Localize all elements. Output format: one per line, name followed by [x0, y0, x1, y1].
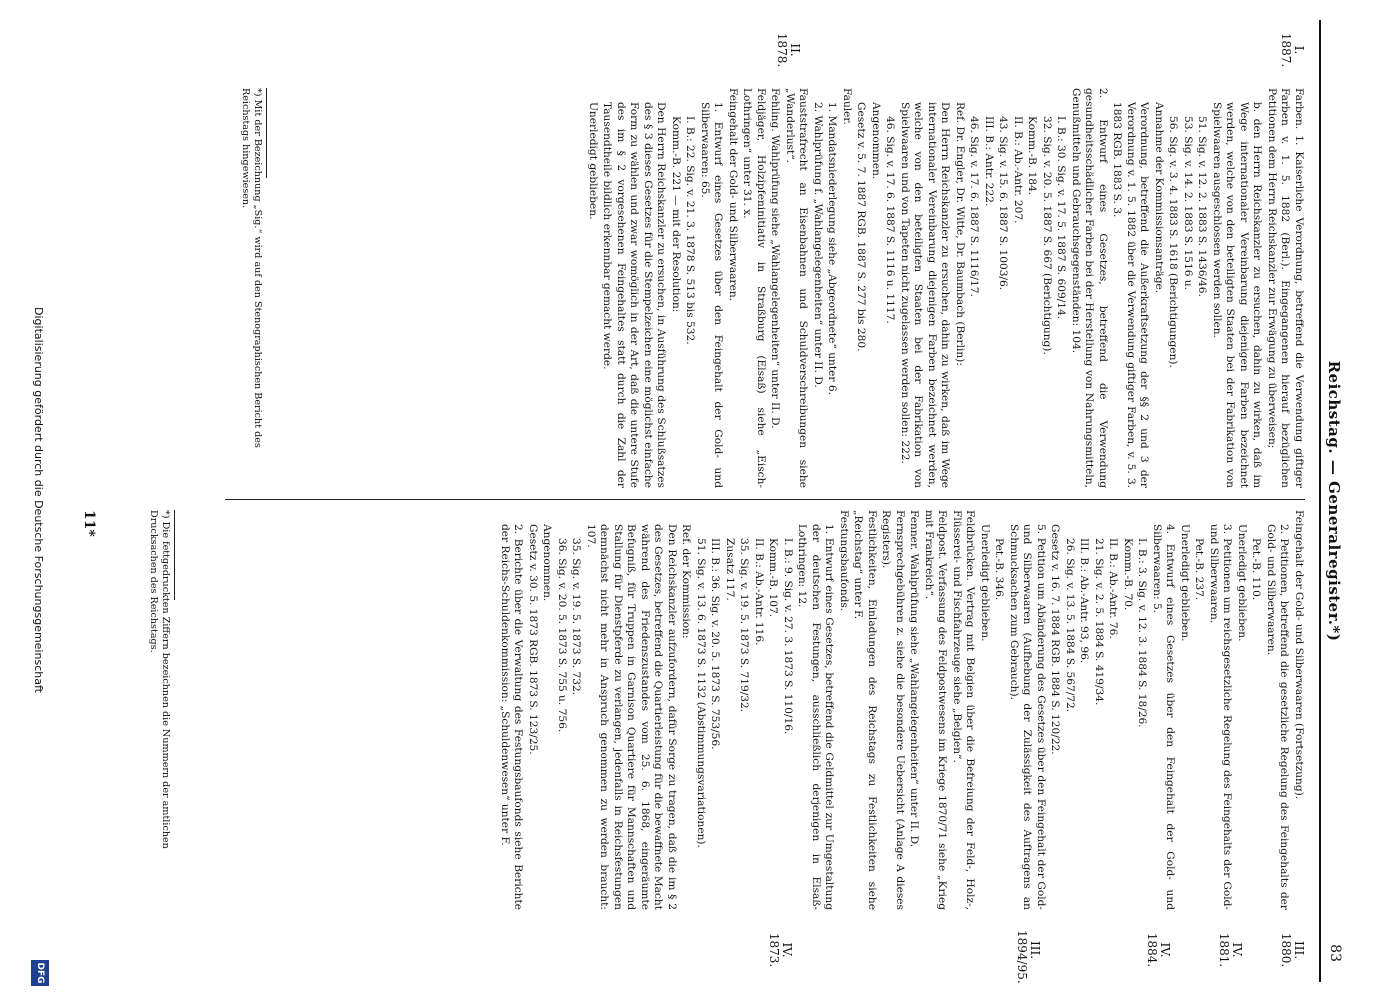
margin-session-label: IV. 1881. [1217, 932, 1244, 968]
margin-session-label: IV. 1884. [1145, 932, 1172, 968]
index-entry: Annahme der Kommissionsanträge. [1153, 102, 1165, 294]
index-entry: Gesetz v. 16. 7. 1884 RGB. 1884 S. 120/22. [1049, 524, 1062, 755]
index-entry: III. B.: Ab.-Antr. 93, 96. [1078, 538, 1091, 664]
column-divider [225, 499, 1305, 500]
index-entry: I. B.: 3. Sig. v. 12. 3. 1884 S. 18/26. [1136, 538, 1149, 728]
index-entry: 51. Sig. v. 12. 2. 1883 S. 1436/46. [1196, 116, 1209, 297]
dfg-logo: DFG [31, 960, 49, 986]
index-entry: 36. Sig. v. 20. 5. 1873 S. 755 u. 756. [556, 538, 568, 733]
index-entry: Feldjäger, Holzipfeninitiativ in Straßburg (Elsaß) siehe „Eisch-Lothringen“ unter 31. x. [741, 88, 767, 488]
index-entry: Ref. der Kommission: [680, 524, 693, 639]
index-entry: 56. Sig. v. 3. 4. 1883 S. 1618 (Berichtigungen). [1167, 116, 1180, 368]
index-entry: 35. Sig. v. 19. 5. 1873 S. 719/32. [738, 538, 751, 713]
index-entry: 43. Sig. v. 15. 6. 1887 S. 1003/6. [997, 116, 1010, 291]
index-entry: Den Herrn Reichskanzler zu ersuchen, in Ausführung des Schlußsatzes des § 3 dieses Gesetzes für die Stempelzeichen eine möglichst einfache Form zu wählen und zwar womöglich in der Art, daß die untere Stufe des im § 2 vorgesehenen Feingehaltes statt durch die Zahl der Tausendtheile bildlich erkennbar gemacht werde. [601, 102, 668, 488]
index-entry: 26. Sig. v. 13. 5. 1884 S. 567/72. [1064, 538, 1076, 713]
footnote-rule [174, 510, 175, 600]
index-entry: Verordnung, betreffend die Außerkraftsetzung der §§ 2 und 3 der Verordnung v. 1. 5. 1882 über die Verwendung giftiger Farben, v. 5. 3. 1883 RGB. 1883 S. 3. [1111, 102, 1151, 488]
index-entry: 21. Sig. v. 2. 5. 1884 S. 419/34. [1093, 538, 1105, 706]
index-entry: Komm.-B. 70. [1122, 538, 1134, 611]
index-entry: 35. Sig. v. 19. 5. 1873 S. 732. [570, 538, 583, 696]
left-column [585, 88, 1306, 488]
index-entry: Unerledigt geblieben. [587, 102, 599, 220]
index-entry: Ref. Dr. Engler, Dr. Witte, Dr. Baumbach (Berlin): [954, 102, 966, 366]
index-entry: 1. Entwurf eines Gesetzes über den Feingehalt der Gold- und Silberwaaren: 65. [699, 102, 725, 488]
header-rule [1319, 20, 1321, 982]
index-entry: Unerledigt geblieben. [1236, 524, 1248, 642]
running-head [1319, 20, 1343, 982]
index-entry: Zusatz 117. [724, 538, 736, 601]
index-entry: Pet.-B. 110. [1250, 538, 1263, 601]
margin-session-label: III. 1894/95. [1015, 930, 1042, 984]
index-entry: 46. Sig. v. 17. 6. 1887 S. 1116/17. [968, 116, 981, 297]
running-head-title: Reichstag. — Generalregister.*) [1325, 360, 1343, 642]
index-entry: Festungsbaufonds. [838, 510, 850, 612]
index-entry: Feldpost. Verfassung des Feldpostwesens im Kriege 1870/71 siehe „Krieg mit Frankreich“. [923, 510, 949, 910]
index-entry: Feingehalt der Gold- und Silberwaaren (Fortsetzung). [1293, 510, 1305, 800]
index-entry: Gesetz v. 5. 7. 1887 RGB. 1887 S. 277 bis 280. [855, 102, 868, 352]
index-entry: 2. Wahlprüfung f. „Wahlangelegenheiten“ unter II. D. [812, 102, 824, 388]
index-entry: 46. Sig. v. 17. 6. 1887 S. 1116 u. 1117. [884, 116, 897, 324]
index-entry: Komm.-B. 221 — mit der Resolution: [670, 116, 682, 313]
index-entry: 1. Mandatsniederlegung siehe „Abgeordnete“ unter 6. [826, 102, 839, 395]
signature-mark: 11* [81, 510, 97, 537]
index-entry: Fenner. Wahlprüfung siehe „Wahlangelegenheiten“ unter II. D. [908, 510, 921, 848]
index-entry: II. B.: Ab.-Antr. 207. [1012, 116, 1024, 224]
index-entry: Angenommen. [541, 524, 554, 602]
index-entry: III. B.: 36. Sig. v. 20. 5. 1873 S. 753/56. [709, 538, 722, 750]
index-entry: 3. Petitionen um reichsgesetzliche Regelung des Feingehalts der Gold- und Silberwaaren. [1208, 524, 1234, 910]
index-entry: Festlichkeiten, Einladungen des Reichstags zu Festlichkeiten siehe „Reichstag“ unter F. [852, 510, 878, 910]
page-number: 83 [1327, 944, 1343, 962]
index-entry: I. B.: 9. Sig. v. 27. 3. 1873 S. 110/16. [782, 538, 794, 735]
index-entry: 1. Entwurf eines Gesetzes, betreffend die Geldmittel zur Umgestaltung der deutschen Festungen, ausschließlich derjenigen in Elsaß-Lothringen: 12. [796, 524, 836, 910]
index-entry: 32. Sig. v. 20. 5. 1887 S. 667 (Berichtigung). [1041, 116, 1053, 355]
margin-session-label: II. 1878. [775, 32, 802, 68]
digitization-note: Digitalisierung gefördert durch die Deutsche Forschungsgemeinschaft [32, 307, 45, 693]
index-entry: II. B.: Ab.-Antr. 116. [753, 538, 765, 646]
margin-session-label: IV. 1873. [767, 932, 794, 968]
index-entry: Farben. 1. Kaiserliche Verordnung, betreffend die Verwendung giftiger Farben v. 1. 5. 1882 (Berl.). Eingegangenen hierauf bezüglichen Petitionen dem Herrn Reichskanzler zur Erwägung zu überweisen; [1266, 88, 1305, 488]
index-entry: Gesetz v. 30. 5. 1873 RGB. 1873 S. 123/25. [527, 524, 539, 755]
index-entry: Komm.-B. 107. [767, 538, 780, 618]
index-entry: 2. Petitionen, betreffend die gesetzliche Regelung des Feingehalts der Gold- und Silberwaaren. [1265, 524, 1291, 910]
index-entry: I. B.: 30. Sig. v. 17. 5. 1887 S. 609/14. [1055, 116, 1068, 320]
index-entry: Unerledigt geblieben. [979, 524, 991, 642]
index-entry: Fehling. Wahlprüfung siehe „Wahlangelegenheiten“ unter II. D. [769, 88, 782, 429]
index-entry: Fernsprechgebühren z. siehe die besondere Uebersicht (Anlage A dieses Registers). [880, 510, 906, 910]
footnote-rule [266, 88, 267, 178]
index-entry: 53. Sig. v. 14. 2. 1883 S. 1516 u. [1182, 116, 1194, 290]
index-entry: 51. Sig. v. 13. 6. 1873 S. 1132 (Abstimmungsvariationen). [695, 538, 707, 848]
index-entry: Unerledigt geblieben. [1179, 524, 1191, 642]
index-entry: b. den Herrn Reichskanzler zu ersuchen, dahin zu wirken, daß im Wege internationaler Vereinbarung diejenigen Farben bezeichnet werden, welche von den beteiligten Staaten bei der Fabrikation von Spielwaaren ausgeschlossen werden sollen. [1211, 102, 1264, 488]
index-entry: II. B.: Ab.-Antr. 76. [1107, 538, 1120, 639]
index-entry: 2. Entwurf eines Gesetzes, betreffend die Verwendung gesundheitsschädlicher Farben bei der Herstellung von Nahrungsmitteln, Genußmitteln und Gebrauchsgegenständen: 104. [1070, 88, 1109, 488]
index-entry: Den Herrn Reichskanzler zu ersuchen, dahin zu wirken, daß im Wege internationaler Vereinbarung diejenigen Farben bezeichnet werden, welche von den beteiligten Staaten bei der Fabrikation von Spielwaaren und von Tapeten nicht zugelassen werden sollen: 222. [899, 102, 952, 488]
index-entry: Pet.-B. 346. [993, 538, 1006, 601]
index-entry: Fauststrafrecht an Eisenbahnen und Schuldverschreibungen siehe „Wanderlust“. [784, 88, 810, 488]
index-entry: Feingehalt der Gold- und Silberwaaren. [727, 88, 739, 302]
index-entry: Feldbrücken. Vertrag mit Belgien über die Befreiung der Feld-, Holz-, Flüsserei- und Fischfahrzeuge siehe „Belgien“. [951, 510, 977, 910]
index-entry: III. B.: Antr. 222. [983, 116, 995, 207]
footnote-right: *) Die fettgedruckten Ziffern bezeichnen die Nummern der amtlichen Drucksachen des Reichstags. [148, 510, 171, 849]
index-entry: I. B.: 22. Sig. v. 21. 3. 1878 S. 513 bis 532. [684, 116, 697, 345]
index-entry: 2. Berichte über die Verwaltung des Festungsbaufonds siehe Berichte der Reichs-Schuldenkommission: „Schuldenwesen“ unter F. [499, 524, 525, 910]
index-entry: Den Reichskanzler aufzufordern, dafür Sorge zu tragen, daß die im § 2 des Gesetzes, betreffend die Quartierleistung für die bewaffnete Macht während des Friedenszustandes vom 25. 6. 1868, eingeräumte Befugniß, für Truppen in Garnison Quartiere für Mannschaften und Stallung für Dienstpferde zu verlangen, jedenfalls in Reichsfestungen demnächst nicht mehr in Anspruch genommen zu werden braucht: 107. [585, 524, 678, 910]
right-column [497, 510, 1306, 910]
footnote-left: *) Mit der Bezeichnung „Sig.“ wird auf den Stenographischen Bericht des Reichstags hingewiesen. [240, 88, 263, 448]
index-entry: 4. Entwurf eines Gesetzes über den Feingehalt der Gold- und Silberwaaren: 5. [1151, 524, 1177, 910]
index-entry: Fauler. [841, 88, 853, 125]
index-entry: Angenommen. [870, 102, 882, 180]
margin-session-label: I. 1887. [1279, 32, 1306, 68]
index-entry: Komm.-B. 184. [1026, 116, 1039, 196]
margin-session-label: III. 1880. [1279, 932, 1306, 968]
index-entry: Pet.-B. 237. [1193, 538, 1206, 601]
index-entry: 5. Petition um Abänderung des Gesetzes über den Feingehalt der Gold- und Silberwaaren (Aufhebung der Zulässigkeit des Auftragens an Schmucksachen zum Gebrauch). [1008, 524, 1047, 910]
